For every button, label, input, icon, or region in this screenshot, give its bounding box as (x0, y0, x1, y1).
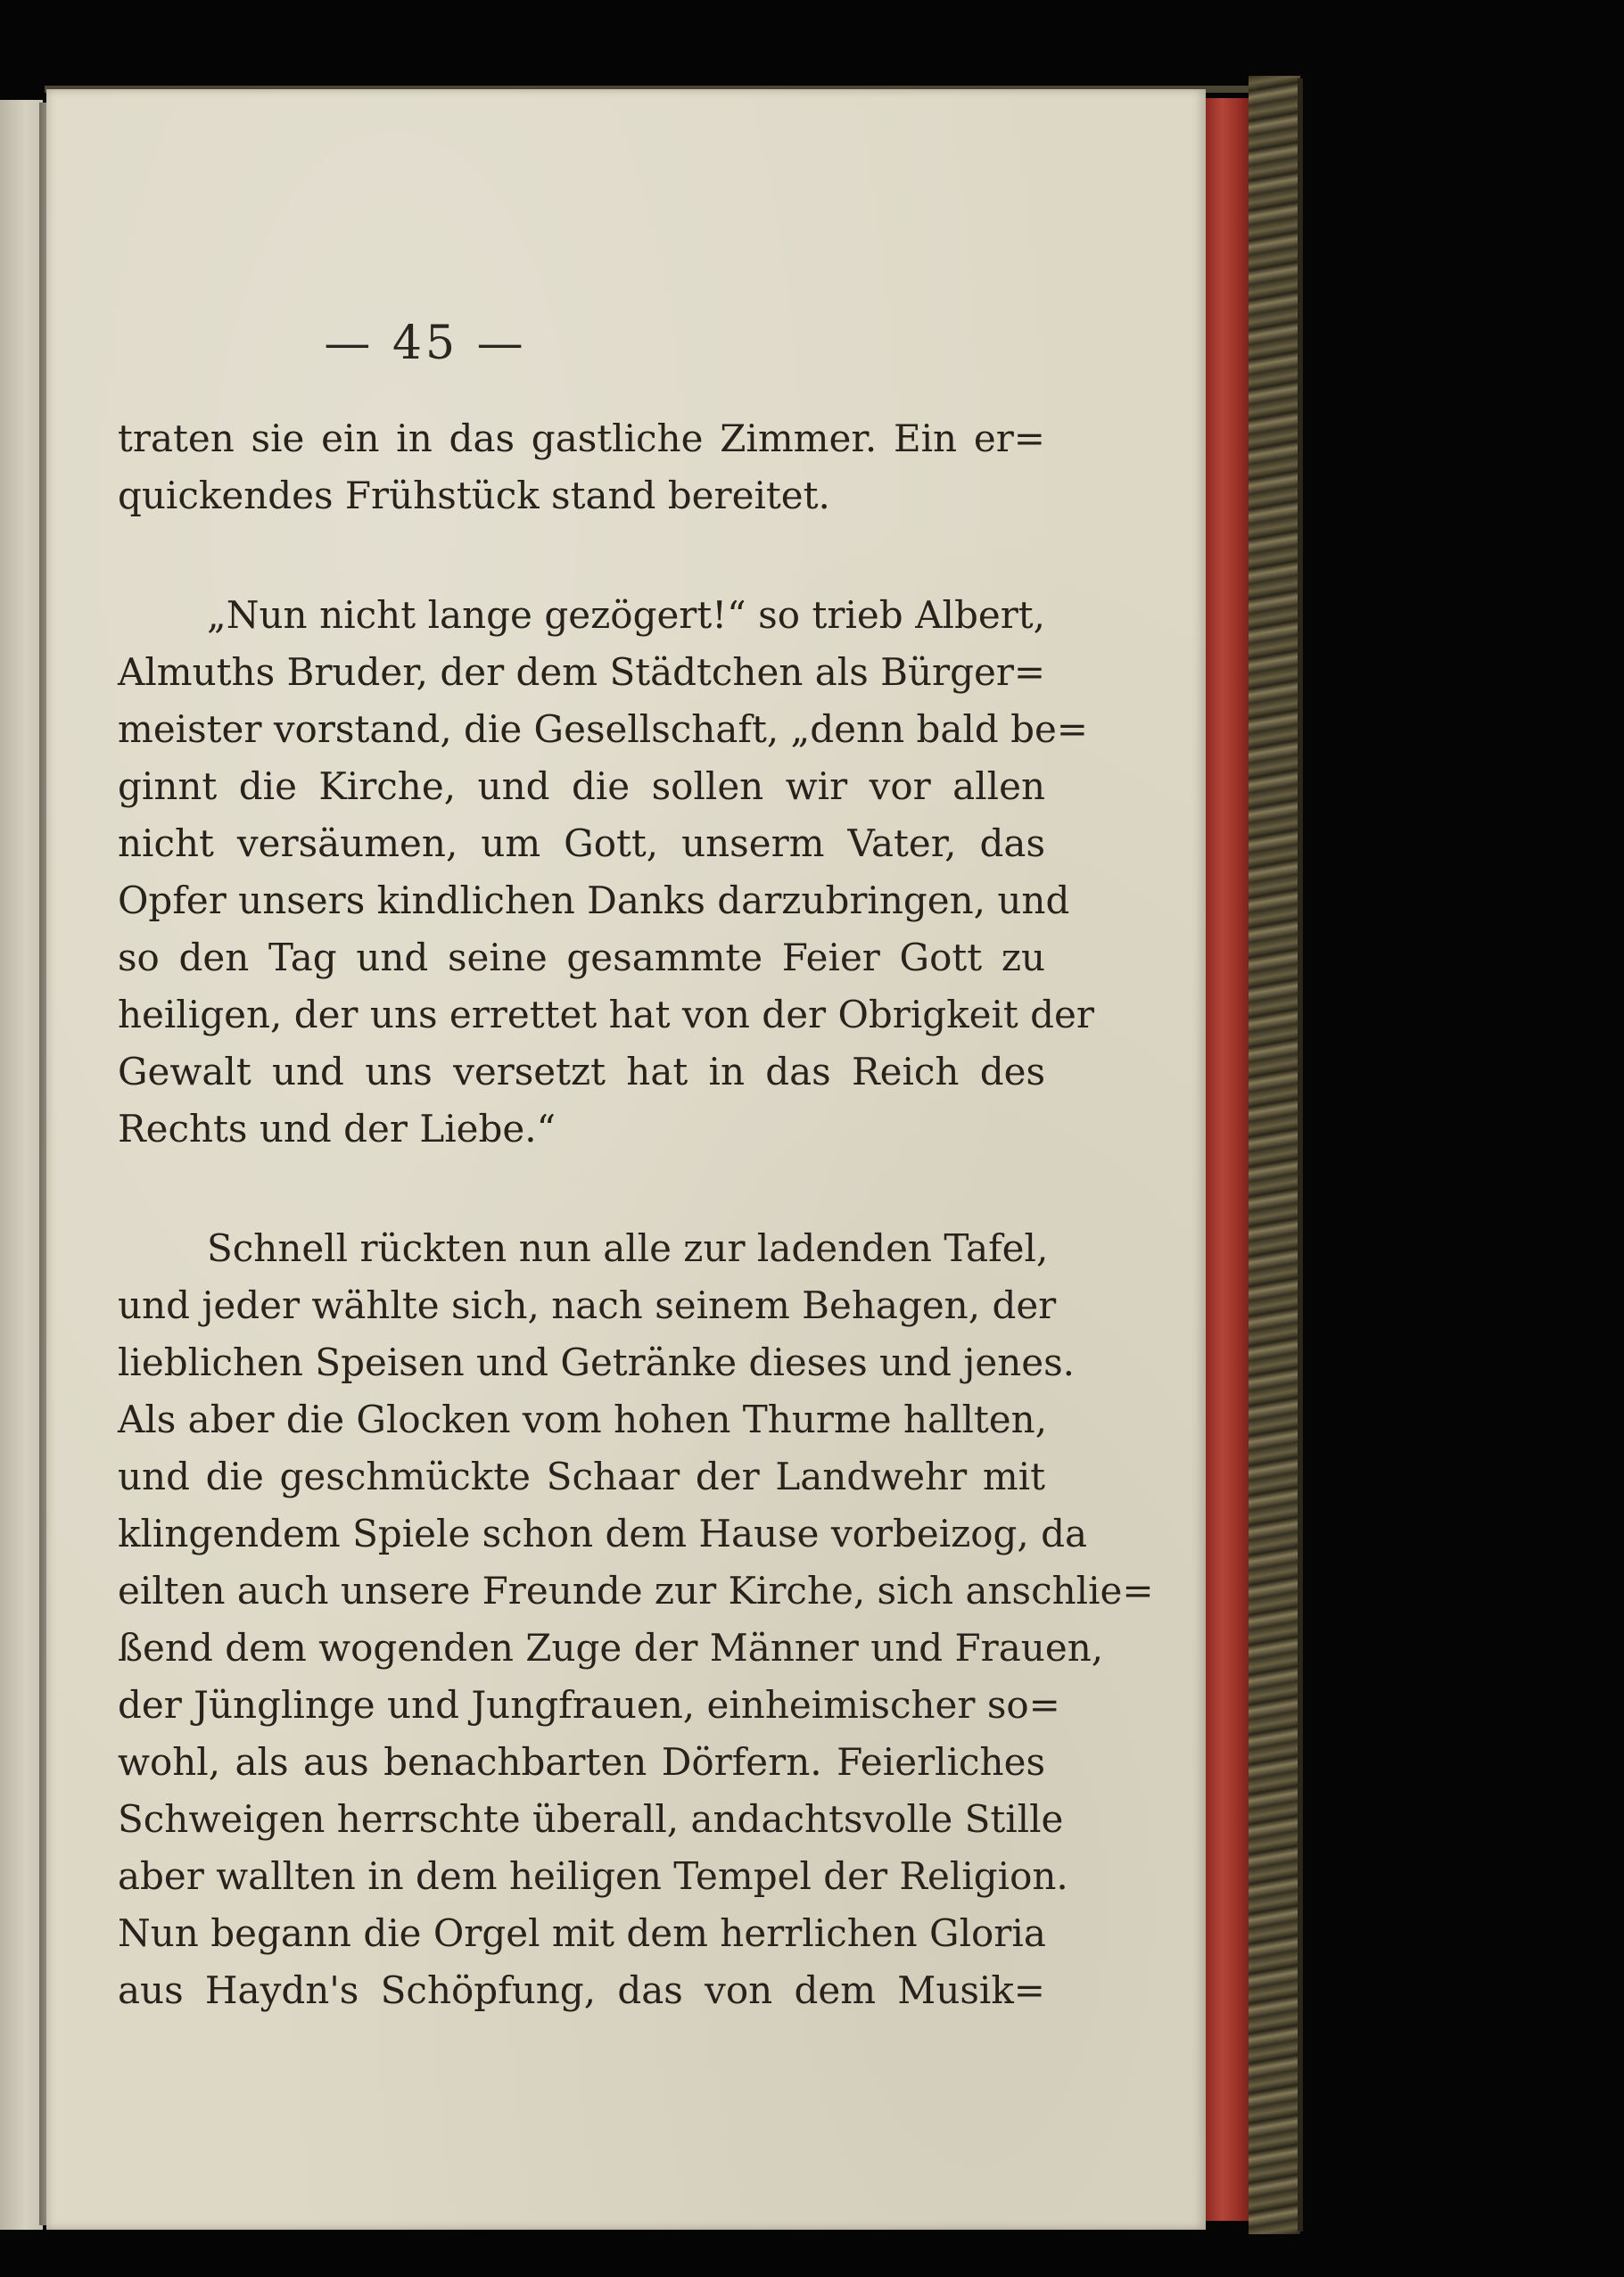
text-line: der Jünglinge und Jungfrauen, einheimischer so= (118, 1683, 1060, 1727)
previous-page-edge (0, 100, 43, 2230)
text-line: traten sie ein in das gastliche Zimmer. Ein er= (118, 417, 1045, 460)
text-line: heiligen, der uns errettet hat von der Obrigkeit der (118, 993, 1094, 1036)
text-line: wohl, als aus benachbarten Dörfern. Feierliches (118, 1740, 1045, 1784)
cover-edge (1298, 78, 1303, 2232)
page-number: — 45 — (324, 317, 527, 370)
page-text (118, 410, 1154, 2019)
text-line: Almuths Bruder, der dem Städtchen als Bürger= (118, 650, 1046, 694)
text-line: und jeder wählte sich, nach seinem Behagen, der (118, 1283, 1057, 1327)
text-line: Schnell rückten nun alle zur ladenden Tafel, (207, 1226, 1049, 1270)
marbled-cover (1249, 76, 1300, 2234)
paragraph-3 (118, 1220, 1154, 2019)
text-line: „Nun nicht lange gezögert!“ so trieb Albert, (207, 593, 1045, 637)
text-line: meister vorstand, die Gesellschaft, „denn bald be= (118, 707, 1089, 751)
text-line: nicht versäumen, um Gott, unserm Vater, das (118, 821, 1045, 865)
text-line: Schweigen herrschte überall, andachtsvolle Stille (118, 1797, 1064, 1841)
text-line: Als aber die Glocken vom hohen Thurme hallten, (118, 1398, 1048, 1441)
book-page (46, 89, 1206, 2230)
text-line: Gewalt und uns versetzt hat in das Reich des (118, 1050, 1045, 1093)
text-line: so den Tag und seine gesammte Feier Gott zu (118, 936, 1045, 979)
text-line: aus Haydn's Schöpfung, das von dem Musik= (118, 1968, 1045, 2012)
paragraph-2 (118, 587, 1094, 1158)
text-line: und die geschmückte Schaar der Landwehr mit (118, 1455, 1045, 1498)
red-page-edges (1206, 98, 1252, 2221)
text-line: Rechts und der Liebe.“ (118, 1107, 556, 1151)
text-line: Nun begann die Orgel mit dem herrlichen Gloria (118, 1911, 1046, 1955)
text-line: quickendes Frühstück stand bereitet. (118, 474, 830, 517)
text-line: Opfer unsers kindlichen Danks darzubringen, und (118, 879, 1070, 922)
text-line: eilten auch unsere Freunde zur Kirche, sich anschlie= (118, 1569, 1154, 1613)
text-line: lieblichen Speisen und Getränke dieses und jenes. (118, 1341, 1076, 1384)
text-line: ginnt die Kirche, und die sollen wir vor allen (118, 764, 1045, 808)
text-line: aber wallten in dem heiligen Tempel der Religion. (118, 1854, 1068, 1898)
text-line: ßend dem wogenden Zuge der Männer und Frauen, (118, 1626, 1104, 1670)
text-line: klingendem Spiele schon dem Hause vorbeizog, da (118, 1512, 1088, 1555)
paragraph-1 (118, 410, 1045, 524)
